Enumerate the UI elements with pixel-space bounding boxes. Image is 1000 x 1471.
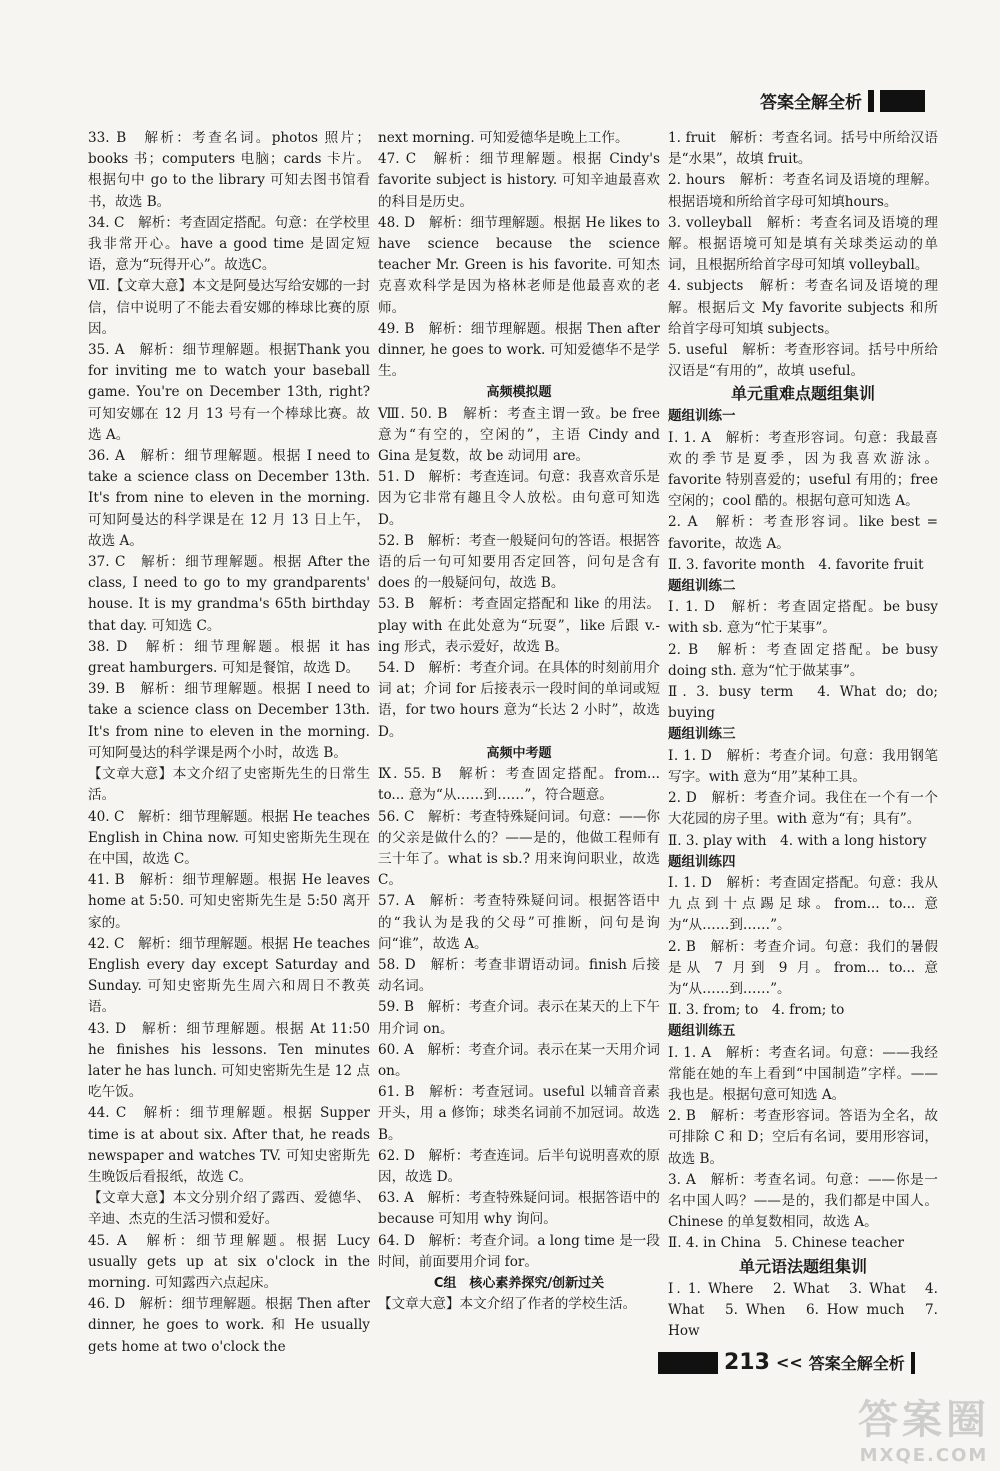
answer-paragraph: 49. B 解析：细节理解题。根据 Then after dinner, he goes to work. 可知爱德华不是学生。: [378, 320, 660, 380]
answer-paragraph: 43. D 解析：细节理解题。根据 At 11:50 he finishes his lessons. Ten minutes later he has lunch. 可知史密斯先生是 12 点吃午饭。: [88, 1020, 370, 1101]
answer-paragraph: 51. D 解析：考查连词。句意：我喜欢音乐是因为它非常有趣且令人放松。由句意可知选 D。: [378, 469, 660, 528]
answer-paragraph: Ⅱ. 3. from; to 4. from; to: [668, 1002, 845, 1019]
column-left: [88, 128, 370, 1358]
group-title: 题组训练一: [668, 408, 736, 425]
answer-paragraph: next morning. 可知爱德华是晚上工作。: [378, 130, 629, 146]
section-heading: 单元语法题组集训: [738, 1256, 867, 1276]
answer-paragraph: 【文章大意】本文介绍了作者的学校生活。: [378, 1296, 637, 1313]
column-right: [668, 128, 938, 1342]
section-title: C组 核心素养探究/创新过关: [433, 1275, 605, 1291]
answer-paragraph: 41. B 解析：细节理解题。根据 He leaves home at 5:50. 可知史密斯先生是 5:50 离开家的。: [88, 872, 370, 931]
answer-paragraph: 2. A 解析：考查形容词。like best = favorite，故选 A。: [668, 514, 938, 552]
page-number: 213: [724, 1350, 770, 1375]
watermark-logo: [858, 1388, 990, 1466]
answer-paragraph: 61. B 解析：考查冠词。useful 以辅音音素开头，用 a 修饰；球类名词前不加冠词。故选 B。: [378, 1084, 660, 1143]
answer-paragraph: 47. C 解析：细节理解题。根据 Cindy's favorite subject is history. 可知辛迪最喜欢的科目是历史。: [378, 151, 660, 210]
answer-paragraph: 52. B 解析：考查一般疑问句的答语。根据答语的后一句可知要用否定回答，问句是含有 does 的一般疑问句，故选 B。: [378, 532, 660, 592]
answer-paragraph: 38. D 解析：细节理解题。根据 it has great hamburgers. 可知是餐馆，故选 D。: [88, 638, 370, 677]
answer-paragraph: Ⅶ.【文章大意】本文是阿曼达写给安娜的一封信，信中说明了不能去看安娜的棒球比赛的原因。: [88, 278, 370, 337]
answer-paragraph: Ⅰ. 1. D 解析：考查固定搭配。be busy with sb. 意为“忙于某事”。: [668, 599, 938, 637]
answer-paragraph: 3. volleyball 解析：考查名词及语境的理解。根据语境可知是填有关球类运动的单词，且根据所给首字母可知填 volleyball。: [668, 214, 938, 274]
group-title: 题组训练三: [668, 726, 736, 743]
answer-paragraph: 3. A 解析：考查名词。句意：——你是一名中国人吗？——是的，我们都是中国人。Chinese 的单复数相同，故选 A。: [668, 1171, 938, 1231]
answer-paragraph: 60. A 解析：考查介词。表示在某一天用介词 on。: [378, 1041, 660, 1079]
section-title: 高频中考题: [486, 745, 552, 761]
answer-paragraph: Ⅸ. 55. B 解析：考查固定搭配。from... to... 意为“从……到……”，符合题意。: [378, 766, 660, 804]
answer-paragraph: 57. A 解析：考查特殊疑问词。根据答语中的“我认为是我的父母”可推断，问句是询问“谁”，故选 A。: [378, 893, 660, 952]
answer-paragraph: 4. subjects 解析：考查名词及语境的理解。根据后文 My favorite subjects 和所给首字母可知填 subjects。: [668, 278, 938, 337]
answer-paragraph: 56. C 解析：考查特殊疑问词。句意：——你的父亲是做什么的？——是的，他做工程师有三十年了。what is sb.? 用来询问职业，故选 C。: [378, 808, 660, 889]
answer-paragraph: 2. B 解析：考查固定搭配。be busy doing sth. 意为“忙于做某事”。: [668, 641, 938, 679]
answer-paragraph: 45. A 解析：细节理解题。根据 Lucy usually gets up at six o'clock in the morning. 可知露西六点起床。: [88, 1232, 370, 1291]
answer-paragraph: Ⅱ. 3. busy term 4. What do; do; buying: [668, 684, 938, 722]
group-title: 题组训练四: [668, 853, 736, 870]
answer-paragraph: Ⅰ. 1. D 解析：考查介词。句意：我用钢笔写字。with 意为“用”某种工具。: [668, 747, 938, 785]
answer-paragraph: Ⅰ. 1. A 解析：考查形容词。句意：我最喜欢的季节是夏季，因为我喜欢游泳。favorite 特别喜爱的；useful 有用的；free 空闲的；cool 酷的。根据句意可知选 A。: [668, 429, 938, 510]
header-bar: [868, 90, 874, 112]
answer-paragraph: Ⅱ. 4. in China 5. Chinese teacher: [668, 1235, 905, 1252]
section-title: 高频模拟题: [486, 385, 552, 401]
answer-paragraph: 53. B 解析：考查固定搭配和 like 的用法。play with 在此处意为“玩耍”，like 后跟 v.-ing 形式，表示爱好，故选 B。: [378, 596, 660, 655]
answer-paragraph: 5. useful 解析：考查形容词。括号中所给汉语是“有用的”，故填 useful。: [668, 342, 938, 380]
answer-paragraph: 64. D 解析：考查介词。a long time 是一段时间，前面要用介词 for。: [378, 1232, 660, 1270]
column-middle: [378, 128, 660, 1315]
answer-paragraph: 34. C 解析：考查固定搭配。句意：在学校里我非常开心。have a good time 是固定短语，意为“玩得开心”。故选C。: [88, 214, 370, 274]
answer-paragraph: 59. B 解析：考查介词。表示在某天的上下午用介词 on。: [378, 999, 660, 1037]
answer-paragraph: 【文章大意】本文分别介绍了露西、爱德华、辛迪、杰克的生活习惯和爱好。: [88, 1190, 370, 1228]
footer-block: [658, 1352, 718, 1374]
header-block: [880, 90, 925, 112]
answer-paragraph: 42. C 解析：细节理解题。根据 He teaches English every day except Saturday and Sunday. 可知史密斯先生周六和周日不教英语。: [88, 935, 370, 1016]
watermark-site: MXQE.COM: [859, 1445, 989, 1466]
footer-title: 答案全解全析: [808, 1354, 905, 1373]
answer-paragraph: Ⅰ. 1. A 解析：考查名词。句意：——我经常能在她的车上看到“中国制造”字样。——我也是。根据句意可知选 A。: [668, 1044, 938, 1103]
answer-paragraph: Ⅰ. 1. Where 2. What 3. What 4. What 5. When 6. How much 7. How: [668, 1280, 938, 1339]
answer-paragraph: 46. D 解析：细节理解题。根据 Then after dinner, he goes to work. 和 He usually gets home at two o'clock the: [88, 1296, 370, 1355]
answer-paragraph: 58. D 解析：考查非谓语动词。finish 后接动名词。: [378, 956, 660, 995]
answer-paragraph: 2. B 解析：考查介词。句意：我们的暑假是从 7 月到 9 月。from... to... 意为“从……到……”。: [668, 938, 938, 997]
answer-paragraph: 48. D 解析：细节理解题。根据 He likes to have science because the science teacher Mr. Green is his favorite. 可知杰克喜欢科学是因为格林老师是他最喜欢的老师。: [378, 214, 660, 316]
answer-paragraph: 35. A 解析：细节理解题。根据Thank you for inviting me to watch your baseball game. You're on December 13th, right? 可知安娜在 12 月 13 号有一个棒球比赛。故选 A。: [88, 342, 370, 443]
answer-paragraph: 【文章大意】本文介绍了史密斯先生的日常生活。: [88, 766, 370, 804]
watermark-text: 答案圈: [858, 1397, 990, 1443]
answer-paragraph: 40. C 解析：细节理解题。根据 He teaches English in China now. 可知史密斯先生现在在中国，故选 C。: [88, 808, 370, 867]
answer-paragraph: 33. B 解析：考查名词。photos 照片；books 书；computers 电脑；cards 卡片。根据句中 go to the library 可知去图书馆看书，故选 B。: [88, 130, 370, 210]
answer-paragraph: Ⅰ. 1. D 解析：考查固定搭配。句意：我从九点到十点踢足球。from... to... 意为“从……到……”。: [668, 874, 938, 934]
header-title: 答案全解全析: [760, 93, 862, 113]
answer-paragraph: 54. D 解析：考查介词。在具体的时刻前用介词 at；介词 for 后接表示一段时间的单词或短语，for two hours 意为“长达 2 小时”，故选 D。: [378, 660, 660, 740]
answer-paragraph: 39. B 解析：细节理解题。根据 I need to take a science class on December 13th. It's from nine to eleven in the morning. 可知阿曼达的科学课是两个小时，故选 B。: [88, 681, 370, 761]
answer-paragraph: 44. C 解析：细节理解题。根据 Supper time is at about six. After that, he reads newspaper and watches TV. 可知史密斯先生晚饭后看报纸，故选 C。: [88, 1105, 370, 1185]
answer-paragraph: Ⅷ. 50. B 解析：考查主谓一致。be free 意为“有空的，空闲的”，主语 Cindy and Gina 是复数，故 be 动词用 are。: [378, 405, 660, 465]
answer-paragraph: Ⅱ. 3. favorite month 4. favorite fruit: [668, 556, 924, 573]
answer-paragraph: 2. D 解析：考查介词。我住在一个有一个大花园的房子里。with 意为“有；具有”。: [668, 790, 938, 828]
group-title: 题组训练二: [668, 578, 736, 595]
footer-bar: [911, 1352, 915, 1374]
answer-paragraph: 62. D 解析：考查连词。后半句说明喜欢的原因，故选 D。: [378, 1147, 660, 1185]
answer-paragraph: 36. A 解析：细节理解题。根据 I need to take a science class on December 13th. It's from nine to eleven in the morning. 可知阿曼达的科学课是在 12 月 13 日上午，故选 A。: [88, 448, 370, 549]
answer-paragraph: 37. C 解析：细节理解题。根据 After the class, I need to go to my grandparents' house. It is my grandma's 65th birthday that day. 可知选 C。: [88, 554, 370, 634]
answer-paragraph: 63. A 解析：考查特殊疑问词。根据答语中的 because 可知用 why 询问。: [378, 1190, 660, 1228]
page-footer: [658, 1350, 915, 1375]
answer-paragraph: 2. B 解析：考查形容词。答语为全名，故可排除 C 和 D；空后有名词，要用形容词，故选 B。: [668, 1108, 938, 1167]
group-title: 题组训练五: [668, 1023, 736, 1040]
answer-paragraph: Ⅱ. 3. play with 4. with a long history: [668, 832, 927, 849]
section-heading: 单元重难点题组集训: [730, 384, 875, 404]
answer-paragraph: 2. hours 解析：考查名词及语境的理解。根据语境和所给首字母可知填hours。: [668, 172, 938, 210]
page-header: [760, 88, 925, 113]
footer-chevrons: <<: [775, 1353, 803, 1372]
answer-paragraph: 1. fruit 解析：考查名词。括号中所给汉语是“水果”，故填 fruit。: [668, 130, 938, 168]
